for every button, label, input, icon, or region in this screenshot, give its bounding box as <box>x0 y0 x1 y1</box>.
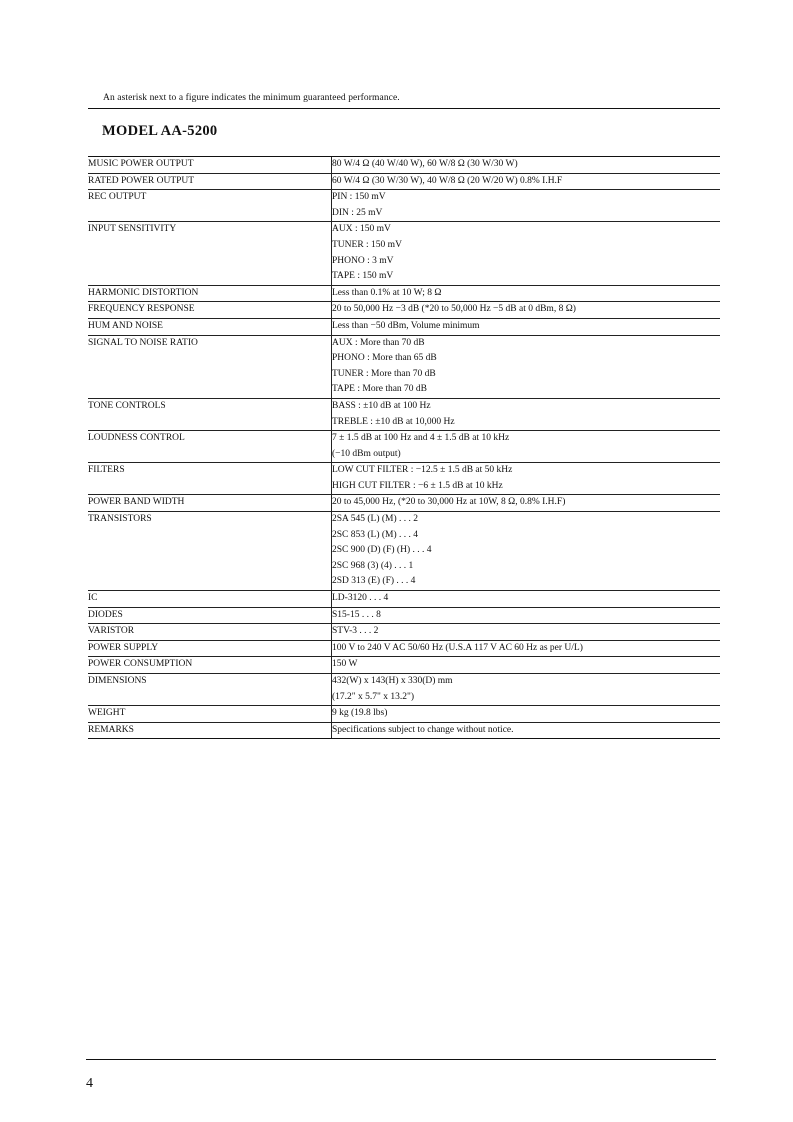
spec-value-line: 20 to 50,000 Hz −3 dB (*20 to 50,000 Hz −5 dB at 0 dBm, 8 Ω) <box>332 304 576 315</box>
spec-value-line: LD-3120 . . . 4 <box>332 593 389 604</box>
spec-row <box>88 431 720 463</box>
spec-value <box>332 706 721 723</box>
spec-row <box>88 674 720 706</box>
spec-row <box>88 222 720 285</box>
spec-value-line: (17.2" x 5.7" x 13.2") <box>332 691 415 702</box>
spec-value <box>332 285 721 302</box>
spec-value-line: 20 to 45,000 Hz, (*20 to 30,000 Hz at 10W, 8 Ω, 0.8% I.H.F) <box>332 497 566 508</box>
spec-value-line: S15-15 . . . 8 <box>332 609 381 620</box>
spec-value <box>332 512 721 591</box>
spec-label: REMARKS <box>88 722 332 739</box>
page-number: 4 <box>86 1076 93 1091</box>
spec-value <box>332 624 721 641</box>
spec-value-line: BASS : ±10 dB at 100 Hz <box>332 400 431 411</box>
spec-value-line: AUX : More than 70 dB <box>332 337 425 348</box>
spec-value-line: (−10 dBm output) <box>332 448 401 459</box>
spec-row <box>88 495 720 512</box>
spec-row <box>88 398 720 430</box>
spec-row <box>88 722 720 739</box>
spec-label: POWER SUPPLY <box>88 640 332 657</box>
spec-value <box>332 302 721 319</box>
spec-value-line: 60 W/4 Ω (30 W/30 W), 40 W/8 Ω (20 W/20 W) 0.8% I.H.F <box>332 175 563 186</box>
spec-row <box>88 335 720 398</box>
spec-value-line: AUX : 150 mV <box>332 224 391 235</box>
spec-value-line: 2SD 313 (E) (F) . . . 4 <box>332 576 416 587</box>
spec-table <box>88 156 720 739</box>
spec-row <box>88 190 720 222</box>
spec-value-line: 80 W/4 Ω (40 W/40 W), 60 W/8 Ω (30 W/30 W) <box>332 159 518 169</box>
spec-row <box>88 318 720 335</box>
spec-value <box>332 495 721 512</box>
spec-label: WEIGHT <box>88 706 332 723</box>
spec-row <box>88 157 720 174</box>
top-divider <box>88 108 720 109</box>
spec-label: LOUDNESS CONTROL <box>88 431 332 463</box>
spec-label: TONE CONTROLS <box>88 398 332 430</box>
spec-label: MUSIC POWER OUTPUT <box>88 157 332 174</box>
spec-row <box>88 640 720 657</box>
spec-row <box>88 512 720 591</box>
spec-value <box>332 318 721 335</box>
spec-value-line: PIN : 150 mV <box>332 192 386 203</box>
spec-row <box>88 463 720 495</box>
spec-value-line: Less than −50 dBm, Volume minimum <box>332 320 480 331</box>
spec-value-line: 2SA 545 (L) (M) . . . 2 <box>332 514 419 525</box>
spec-row <box>88 624 720 641</box>
guarantee-note: An asterisk next to a figure indicates the minimum guaranteed performance. <box>103 93 400 103</box>
spec-value <box>332 722 721 739</box>
spec-row <box>88 302 720 319</box>
spec-row <box>88 285 720 302</box>
spec-value <box>332 335 721 398</box>
spec-label: SIGNAL TO NOISE RATIO <box>88 335 332 398</box>
spec-value <box>332 657 721 674</box>
spec-label: FREQUENCY RESPONSE <box>88 302 332 319</box>
spec-value-line: 7 ± 1.5 dB at 100 Hz and 4 ± 1.5 dB at 10 kHz <box>332 433 510 444</box>
spec-value-line: 100 V to 240 V AC 50/60 Hz (U.S.A 117 V AC 60 Hz as per U/L) <box>332 642 583 653</box>
spec-table-body <box>88 157 720 739</box>
spec-value-line: LOW CUT FILTER : −12.5 ± 1.5 dB at 50 kHz <box>332 465 513 476</box>
spec-value-line: TAPE : More than 70 dB <box>332 384 428 395</box>
spec-label: FILTERS <box>88 463 332 495</box>
spec-value-line: Less than 0.1% at 10 W; 8 Ω <box>332 287 442 298</box>
spec-value <box>332 640 721 657</box>
spec-value-line: TUNER : 150 mV <box>332 239 402 250</box>
spec-value-line: 2SC 853 (L) (M) . . . 4 <box>332 529 419 540</box>
spec-label: HARMONIC DISTORTION <box>88 285 332 302</box>
spec-row <box>88 607 720 624</box>
spec-label: REC OUTPUT <box>88 190 332 222</box>
spec-label: INPUT SENSITIVITY <box>88 222 332 285</box>
spec-value-line: TREBLE : ±10 dB at 10,000 Hz <box>332 416 455 427</box>
spec-value-line: TAPE : 150 mV <box>332 271 394 282</box>
spec-label: VARISTOR <box>88 624 332 641</box>
spec-value-line: STV-3 . . . 2 <box>332 626 379 637</box>
model-title: MODEL AA-5200 <box>102 123 218 139</box>
spec-value-line: 2SC 900 (D) (F) (H) . . . 4 <box>332 545 432 556</box>
spec-label: DIODES <box>88 607 332 624</box>
bottom-divider <box>86 1059 716 1060</box>
spec-value <box>332 591 721 608</box>
spec-value-line: TUNER : More than 70 dB <box>332 368 436 379</box>
spec-value-line: Specifications subject to change without notice. <box>332 724 514 735</box>
spec-value <box>332 463 721 495</box>
spec-label: TRANSISTORS <box>88 512 332 591</box>
spec-value <box>332 431 721 463</box>
spec-value-line: 9 kg (19.8 lbs) <box>332 708 388 719</box>
spec-value <box>332 607 721 624</box>
spec-row <box>88 591 720 608</box>
spec-value <box>332 157 721 174</box>
spec-value <box>332 222 721 285</box>
spec-value <box>332 190 721 222</box>
spec-value-line: PHONO : 3 mV <box>332 255 394 266</box>
spec-label: RATED POWER OUTPUT <box>88 173 332 190</box>
spec-label: DIMENSIONS <box>88 674 332 706</box>
spec-label: POWER CONSUMPTION <box>88 657 332 674</box>
spec-value-line: HIGH CUT FILTER : −6 ± 1.5 dB at 10 kHz <box>332 480 503 491</box>
spec-value-line: PHONO : More than 65 dB <box>332 353 437 364</box>
spec-value-line: 432(W) x 143(H) x 330(D) mm <box>332 676 453 686</box>
spec-label: HUM AND NOISE <box>88 318 332 335</box>
spec-value-line: DIN : 25 mV <box>332 207 383 218</box>
spec-row <box>88 706 720 723</box>
spec-label: POWER BAND WIDTH <box>88 495 332 512</box>
spec-value <box>332 398 721 430</box>
spec-value-line: 2SC 968 (3) (4) . . . 1 <box>332 560 414 571</box>
spec-label: IC <box>88 591 332 608</box>
spec-row <box>88 173 720 190</box>
spec-value-line: 150 W <box>332 659 358 670</box>
spec-value <box>332 674 721 706</box>
spec-row <box>88 657 720 674</box>
spec-value <box>332 173 721 190</box>
